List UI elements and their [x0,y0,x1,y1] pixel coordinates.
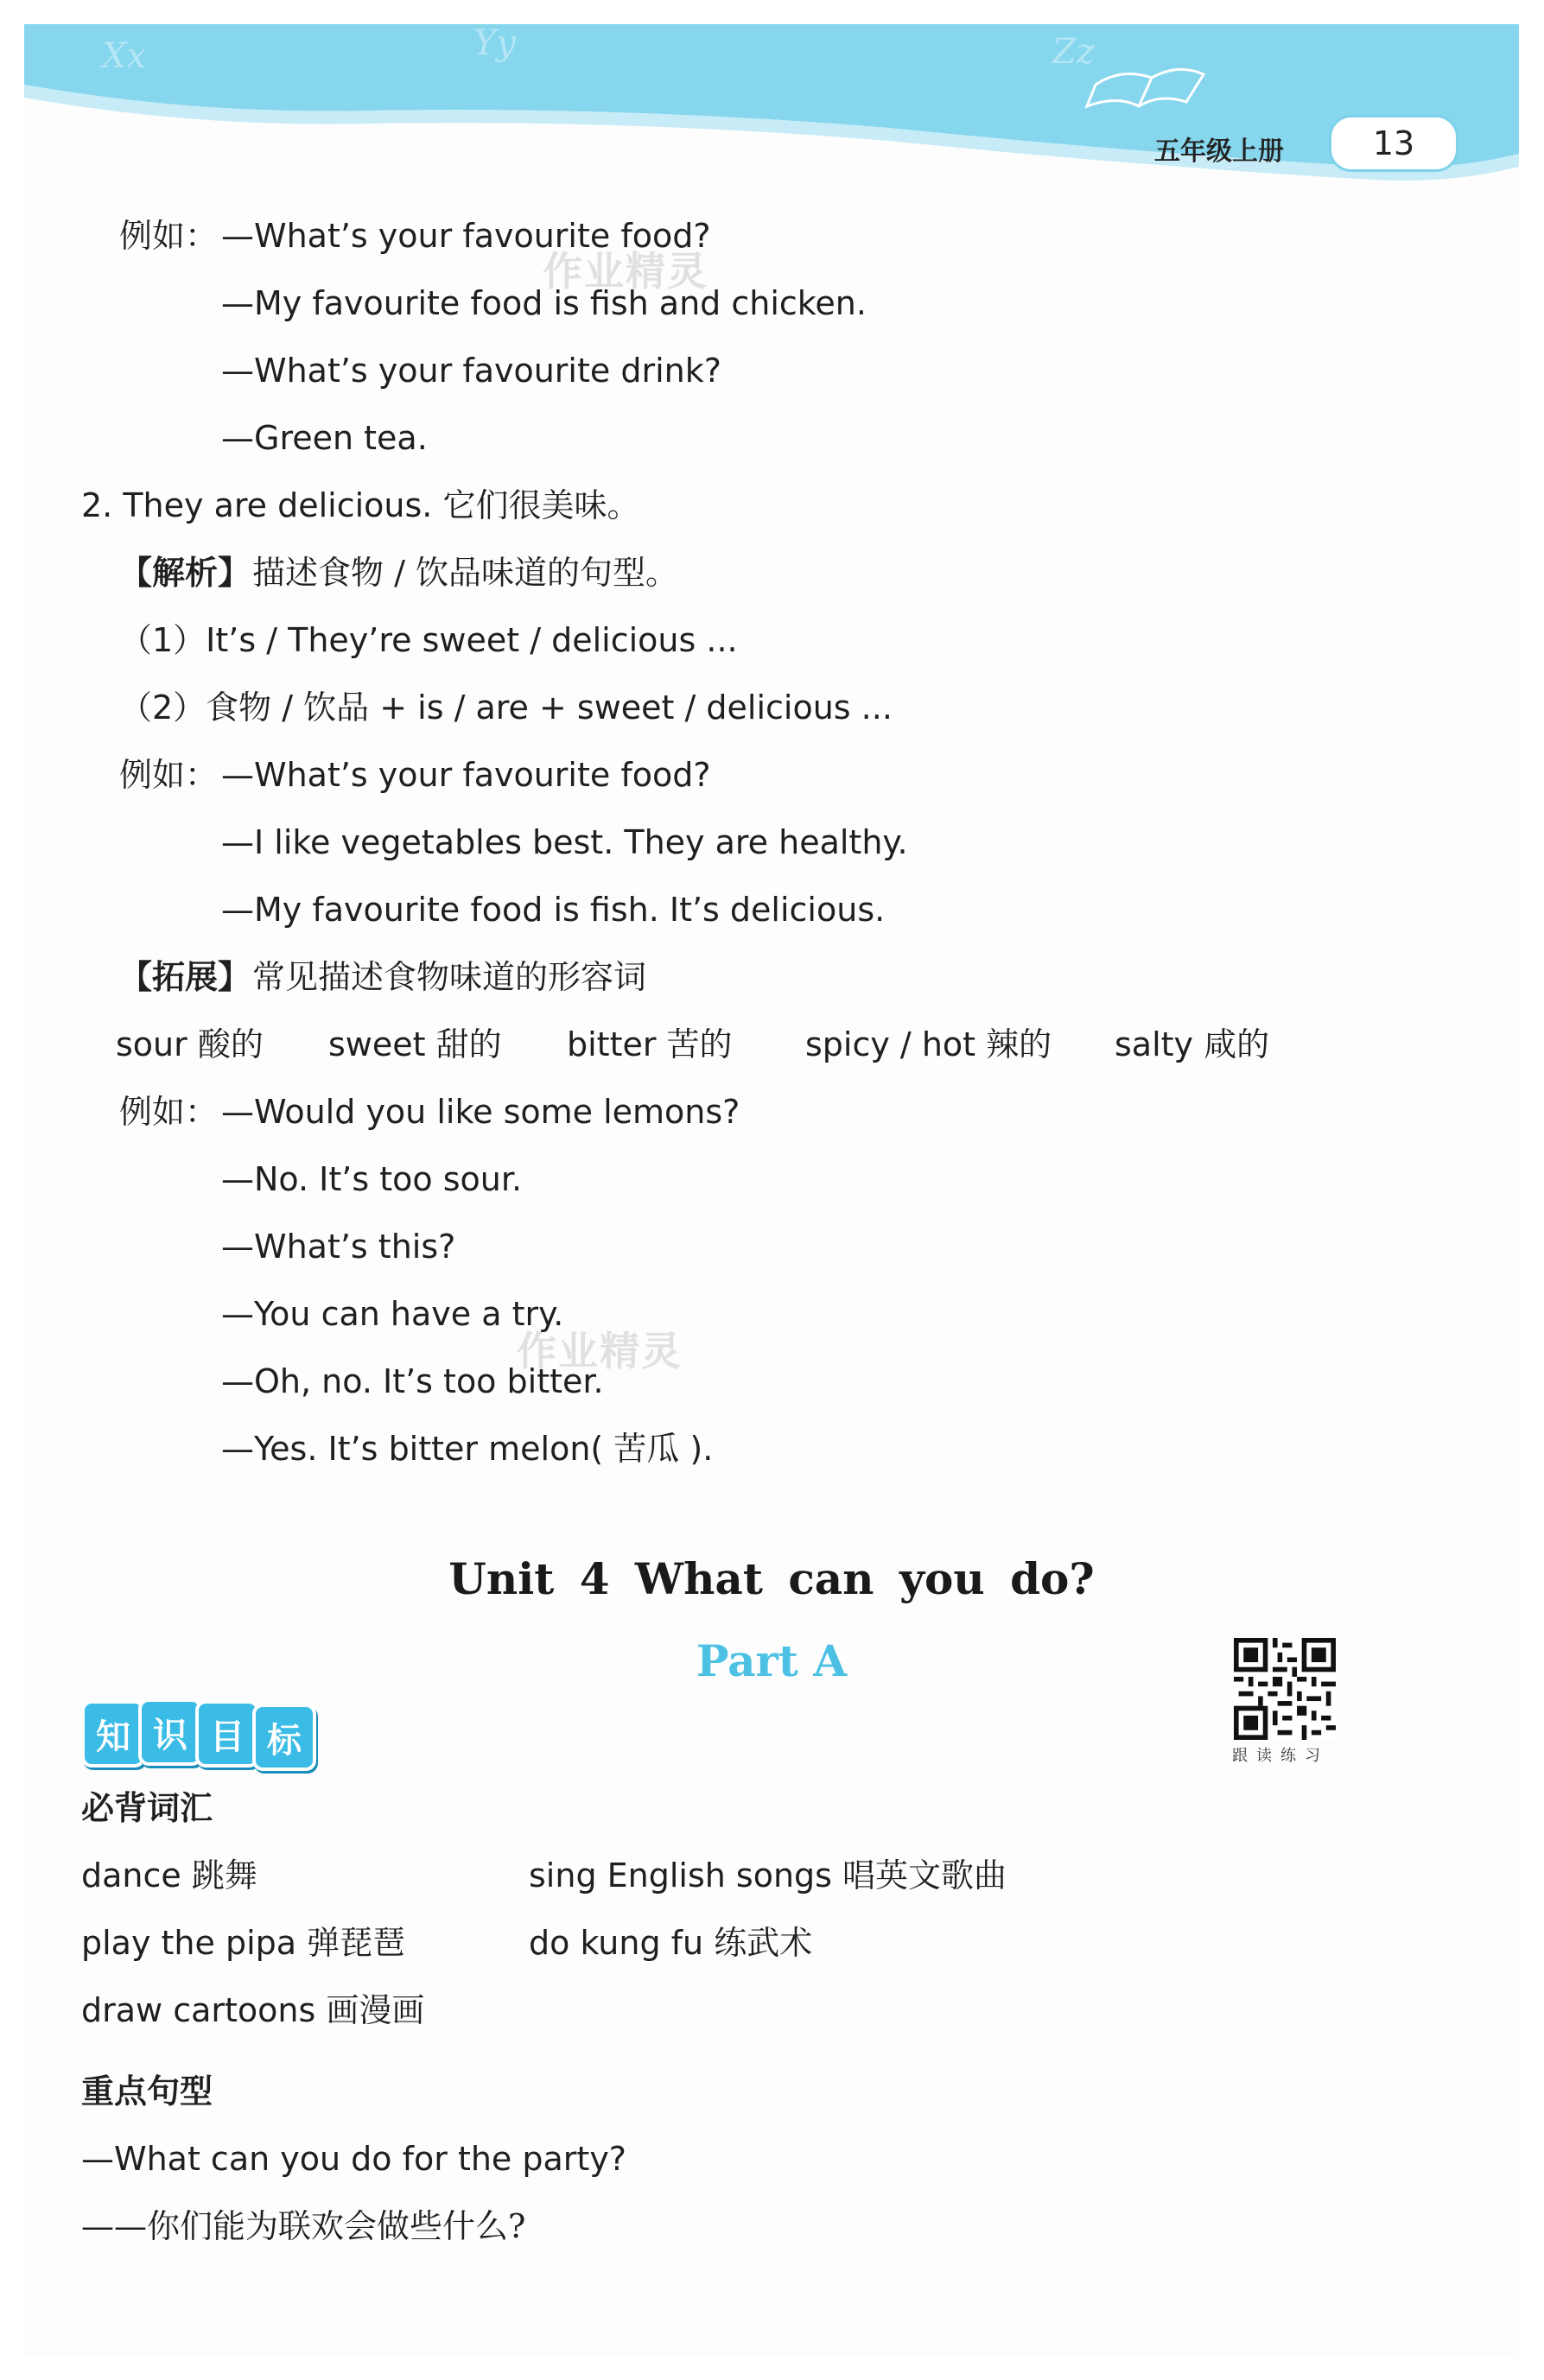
svg-text:Xx: Xx [102,36,147,76]
adjective-item: sweet 甜的 [328,1025,502,1063]
example-line: —My favourite food is fish. It’s delicious. [221,891,886,929]
extend-text: 常见描述食物味道的形容词 [252,958,647,996]
example-line: —What’s this? [221,1228,456,1266]
sentence-heading: 重点句型 [81,2072,213,2110]
badge-char: 识 [138,1698,202,1766]
adjective-item: bitter 苦的 [567,1025,733,1063]
page-number-badge [1329,115,1458,172]
example-line: —What’s your favourite drink? [221,352,721,390]
sentence-en: —What can you do for the party? [81,2140,626,2178]
badge-char: 知 [81,1700,145,1768]
qr-label: 跟读练习 [1232,1747,1329,1765]
example-line: —Yes. It’s bitter melon( 苦瓜 ). [221,1430,714,1468]
vocab-heading: 必背词汇 [81,1789,213,1827]
pattern-line: （2）食物 / 饮品 + is / are + sweet / delicious ... [119,689,893,727]
example-label: 例如： [119,217,219,255]
page-number: 13 [1372,124,1415,162]
unit-title: Unit 4 What can you do? [448,1553,1095,1604]
vocab-item: do kung fu 练武术 [529,1924,813,1962]
example-label: 例如： [119,756,219,794]
sentence-zh: ——你们能为联欢会做些什么? [81,2207,526,2245]
example-line: —You can have a try. [221,1295,564,1333]
analysis-text: 描述食物 / 饮品味道的句型。 [252,554,678,592]
svg-text:Yy: Yy [473,24,517,63]
example-line: —What’s your favourite food? [221,217,711,255]
watermark: 作业精灵 [517,1328,683,1374]
example-line: —No. It’s too sour. [221,1160,523,1198]
adjective-item: spicy / hot 辣的 [805,1025,1052,1063]
watermark: 作业精灵 [543,248,708,295]
adjective-item: sour 酸的 [116,1025,264,1063]
example-line: —Would you like some lemons? [221,1093,740,1131]
adjective-item: salty 咸的 [1115,1025,1270,1063]
vocab-item: dance 跳舞 [81,1856,257,1894]
example-line: —My favourite food is fish and chicken. [221,284,867,322]
grade-label: 五年级上册 [1154,136,1284,167]
svg-text:Zz: Zz [1052,32,1095,72]
example-line: —Green tea. [221,419,428,457]
page [24,24,1519,2357]
example-label: 例如： [119,1093,219,1131]
extend-tag: 【拓展】 [119,958,251,996]
badge-char: 标 [252,1704,316,1771]
vocab-item: draw cartoons 画漫画 [81,1991,425,2029]
example-line: —I like vegetables best. They are healthy. [221,823,908,861]
vocab-item: play the pipa 弹琵琶 [81,1924,406,1962]
example-line: —Oh, no. It’s too bitter. [221,1362,604,1400]
badge-char: 目 [195,1700,259,1768]
pattern-line: （1）It’s / They’re sweet / delicious ... [119,621,738,659]
qr-code-icon[interactable] [1234,1638,1336,1740]
point-title: 2. They are delicious. 它们很美味。 [81,486,640,524]
analysis-tag: 【解析】 [119,554,251,592]
vocab-item: sing English songs 唱英文歌曲 [529,1856,1007,1894]
part-title: Part A [696,1635,848,1686]
header-banner [24,24,1519,197]
example-line: —What’s your favourite food? [221,756,711,794]
